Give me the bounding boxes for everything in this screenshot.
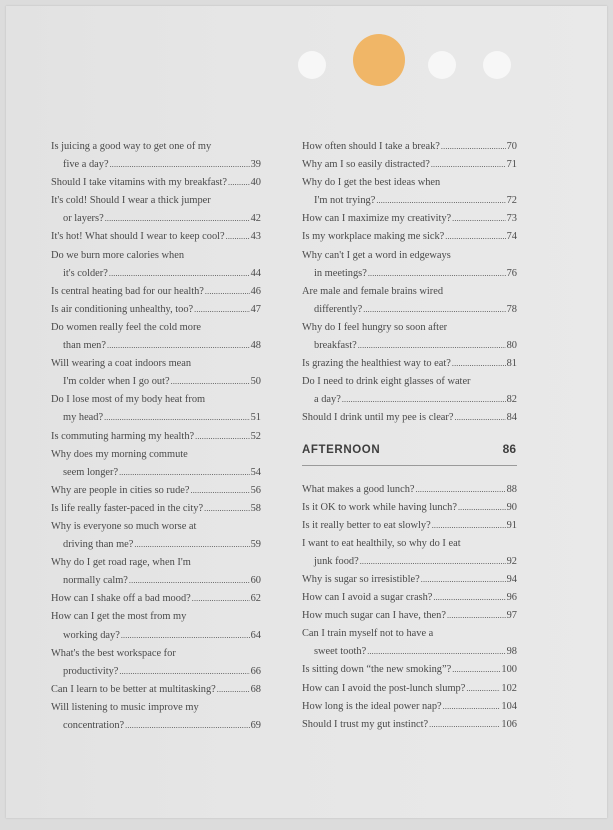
entry-page-number: 64 xyxy=(250,629,261,641)
entry-page-number: 90 xyxy=(506,501,517,513)
contents-entry[interactable] xyxy=(302,716,517,734)
entry-title-line: How can I avoid a sugar crash? xyxy=(302,592,433,604)
entry-page-number: 104 xyxy=(501,700,517,712)
contents-column-left xyxy=(51,138,261,735)
dot-leader xyxy=(445,228,505,246)
entry-title-line: Should I take vitamins with my breakfast? xyxy=(51,177,228,189)
entry-title-line: How can I shake off a bad mood? xyxy=(51,593,191,605)
dot-leader xyxy=(458,499,506,517)
dot-leader xyxy=(107,337,250,355)
entry-page-number: 76 xyxy=(506,267,517,279)
entry-title-line: It's cold! Should I wear a thick jumper xyxy=(51,195,211,207)
entry-page-number: 106 xyxy=(501,718,517,730)
contents-entry[interactable] xyxy=(51,319,261,355)
dot-leader xyxy=(432,517,506,535)
contents-entry[interactable] xyxy=(302,607,517,625)
contents-entry[interactable] xyxy=(302,499,517,517)
nav-dot-3[interactable] xyxy=(428,51,456,79)
contents-entry[interactable] xyxy=(51,482,261,500)
entry-title-line: Why can't I get a word in edgeways xyxy=(302,249,451,261)
entry-title-line: Why are people in cities so rude? xyxy=(51,484,190,496)
entry-title-line: breakfast? xyxy=(314,340,357,352)
entry-title-line: concentration? xyxy=(63,720,125,731)
dot-leader xyxy=(129,572,250,590)
entry-page-number: 73 xyxy=(506,213,517,225)
dot-leader xyxy=(228,174,250,192)
entry-title-line: normally calm? xyxy=(63,575,128,587)
nav-dot-2[interactable] xyxy=(353,34,405,86)
entry-title-line: Do women really feel the cold more xyxy=(51,321,202,333)
entry-page-number: 100 xyxy=(501,664,517,676)
section-heading xyxy=(302,428,517,466)
entry-title-line: I want to eat healthily, so why do I eat xyxy=(302,537,461,549)
dot-leader xyxy=(204,500,249,518)
contents-entry[interactable] xyxy=(302,247,517,283)
entry-page-number: 84 xyxy=(506,412,517,424)
entry-page-number: 97 xyxy=(506,610,517,622)
entry-title-line: Are male and female brains wired xyxy=(302,285,444,297)
dot-leader xyxy=(363,301,505,319)
entry-title-line: Will wearing a coat indoors mean xyxy=(51,358,192,370)
entry-title-line: Should I trust my gut instinct? xyxy=(302,718,429,730)
contents-entry[interactable] xyxy=(302,661,517,679)
dot-leader xyxy=(368,265,506,283)
contents-entry[interactable] xyxy=(302,138,517,156)
entry-page-number: 68 xyxy=(250,683,261,695)
contents-entry[interactable] xyxy=(51,301,261,319)
entry-title-line: How often should I take a break? xyxy=(302,141,440,152)
section-title: AFTERNOON xyxy=(302,443,381,456)
entry-title-line: How can I avoid the post-lunch slump? xyxy=(302,682,466,694)
entry-title-line: Is sitting down “the new smoking”? xyxy=(302,664,452,676)
entry-title-line: driving than me? xyxy=(63,539,134,551)
dot-leader xyxy=(431,156,506,174)
dot-leader xyxy=(433,589,505,607)
entry-title-line: Do I lose most of my body heat from xyxy=(51,394,206,406)
entry-title-line: it's colder? xyxy=(63,267,108,279)
entry-page-number: 71 xyxy=(506,159,517,171)
contents-entry[interactable] xyxy=(51,699,261,735)
entry-title-line: Why do I get the best ideas when xyxy=(302,177,441,189)
dot-leader xyxy=(443,698,501,716)
dot-leader xyxy=(110,156,250,174)
contents-entry[interactable] xyxy=(302,373,517,409)
entry-page-number: 62 xyxy=(250,593,261,605)
entry-page-number: 78 xyxy=(506,303,517,315)
dot-leader xyxy=(447,607,506,625)
entry-page-number: 52 xyxy=(250,430,261,442)
entry-title-line: Is it really better to eat slowly? xyxy=(302,519,431,531)
entry-title-line: in meetings? xyxy=(314,267,367,279)
nav-dot-1[interactable] xyxy=(298,51,326,79)
entry-title-line: Can I learn to be better at multitasking? xyxy=(51,683,216,695)
contents-entry[interactable] xyxy=(51,590,261,608)
entry-title-line: Is commuting harming my health? xyxy=(51,430,195,442)
contents-entry[interactable] xyxy=(51,391,261,427)
dot-leader xyxy=(421,571,506,589)
entry-title-line: Is central heating bad for our health? xyxy=(51,285,204,297)
dot-leader xyxy=(194,301,249,319)
entry-page-number: 102 xyxy=(501,682,517,694)
entry-page-number: 94 xyxy=(506,573,517,585)
entry-title-line: Why do I get road rage, when I'm xyxy=(51,557,191,569)
dot-leader xyxy=(119,663,249,681)
dot-leader xyxy=(119,464,250,482)
entry-page-number: 80 xyxy=(506,340,517,352)
contents-entry[interactable] xyxy=(51,174,261,192)
dot-leader xyxy=(376,192,505,210)
dot-leader xyxy=(452,355,506,373)
entry-title-line: Is air conditioning unhealthy, too? xyxy=(51,303,194,315)
contents-entry[interactable] xyxy=(302,481,517,499)
dot-leader xyxy=(358,337,506,355)
dot-leader xyxy=(452,210,505,228)
entry-title-line: What's the best workspace for xyxy=(51,647,176,659)
dot-leader xyxy=(416,481,506,499)
entry-page-number: 60 xyxy=(250,575,261,587)
entry-title-line: Do I need to drink eight glasses of water xyxy=(302,376,471,388)
dot-leader xyxy=(192,590,250,608)
entry-page-number: 54 xyxy=(250,466,261,478)
dot-leader xyxy=(104,409,250,427)
dot-leader xyxy=(217,681,250,699)
entry-page-number: 88 xyxy=(506,483,517,495)
contents-entry[interactable] xyxy=(302,156,517,174)
entry-title-line: than men? xyxy=(63,340,106,352)
entry-title-line: Why am I so easily distracted? xyxy=(302,159,430,171)
entry-title-line: Can I train myself not to have a xyxy=(302,628,434,640)
dot-leader xyxy=(134,536,249,554)
entry-title-line: Why is everyone so much worse at xyxy=(51,520,197,532)
dot-leader xyxy=(452,661,500,679)
contents-entry[interactable] xyxy=(51,554,261,590)
contents-entry[interactable] xyxy=(302,319,517,355)
entry-page-number: 40 xyxy=(250,177,261,189)
dot-leader xyxy=(367,643,505,661)
entry-title-line: It's hot! What should I wear to keep cool? xyxy=(51,231,225,243)
entry-title-line: I'm not trying? xyxy=(314,195,376,207)
dot-leader xyxy=(105,210,250,228)
entry-title-line: Why do I feel hungry so soon after xyxy=(302,321,448,333)
entry-title-line: How much sugar can I have, then? xyxy=(302,610,446,622)
contents-entry[interactable] xyxy=(51,428,261,446)
contents-column-right xyxy=(302,138,517,734)
entry-title-line: productivity? xyxy=(63,665,119,677)
dot-leader xyxy=(441,138,506,156)
contents-entry[interactable] xyxy=(51,247,261,283)
entry-title-line: working day? xyxy=(63,629,120,641)
entry-page-number: 47 xyxy=(250,303,261,315)
entry-title-line: a day? xyxy=(314,394,341,406)
contents-entry[interactable] xyxy=(302,228,517,246)
entry-title-line: differently? xyxy=(314,303,363,315)
entry-title-line: Is juicing a good way to get one of my xyxy=(51,141,212,152)
contents-entry[interactable] xyxy=(51,446,261,482)
entry-page-number: 42 xyxy=(250,213,261,225)
entry-title-line: How can I maximize my creativity? xyxy=(302,213,452,225)
dot-leader xyxy=(205,283,250,301)
contents-entry[interactable] xyxy=(302,589,517,607)
entry-title-line: my head? xyxy=(63,412,104,424)
entry-title-line: Is it OK to work while having lunch? xyxy=(302,501,457,513)
entry-page-number: 72 xyxy=(506,195,517,207)
dot-leader xyxy=(125,717,249,735)
contents-entry[interactable] xyxy=(51,681,261,699)
entry-title-line: seem longer? xyxy=(63,466,119,478)
entry-page-number: 98 xyxy=(506,646,517,658)
entry-title-line: Why is sugar so irresistible? xyxy=(302,573,420,585)
entry-page-number: 51 xyxy=(250,412,261,424)
entry-page-number: 43 xyxy=(250,231,261,243)
entry-page-number: 82 xyxy=(506,394,517,406)
dot-leader xyxy=(195,428,249,446)
entry-page-number: 70 xyxy=(506,141,517,152)
entry-title-line: Is grazing the healthiest way to eat? xyxy=(302,358,451,370)
dot-leader xyxy=(455,409,506,427)
contents-entry[interactable] xyxy=(51,500,261,518)
contents-entry[interactable] xyxy=(302,698,517,716)
entry-page-number: 74 xyxy=(506,231,517,243)
entry-page-number: 39 xyxy=(250,159,261,171)
contents-entry[interactable] xyxy=(51,228,261,246)
entry-title-line: Is my workplace making me sick? xyxy=(302,231,445,243)
contents-entry[interactable] xyxy=(51,138,261,174)
nav-dot-4[interactable] xyxy=(483,51,511,79)
entry-title-line: junk food? xyxy=(314,555,359,567)
contents-page xyxy=(6,6,607,818)
contents-entry[interactable] xyxy=(302,517,517,535)
entry-page-number: 69 xyxy=(250,720,261,731)
entry-page-number: 58 xyxy=(250,502,261,514)
contents-entry[interactable] xyxy=(51,283,261,301)
dot-leader xyxy=(171,373,250,391)
entry-page-number: 81 xyxy=(506,358,517,370)
dot-leader xyxy=(429,716,500,734)
contents-entry[interactable] xyxy=(51,608,261,644)
entry-page-number: 44 xyxy=(250,267,261,279)
entry-page-number: 50 xyxy=(250,376,261,388)
dot-leader xyxy=(191,482,250,500)
contents-entry[interactable] xyxy=(302,535,517,571)
entry-page-number: 46 xyxy=(250,285,261,297)
entry-page-number: 48 xyxy=(250,340,261,352)
contents-entry[interactable] xyxy=(302,283,517,319)
dot-leader xyxy=(121,627,250,645)
contents-entry[interactable] xyxy=(51,355,261,391)
dot-leader xyxy=(226,228,250,246)
entry-title-line: How can I get the most from my xyxy=(51,611,187,623)
entry-title-line: or layers? xyxy=(63,213,104,225)
entry-title-line: Should I drink until my pee is clear? xyxy=(302,412,454,424)
contents-entry[interactable] xyxy=(302,625,517,661)
entry-page-number: 56 xyxy=(250,484,261,496)
contents-entry[interactable] xyxy=(51,518,261,554)
entry-page-number: 59 xyxy=(250,539,261,551)
section-page-number: 86 xyxy=(502,441,516,456)
dot-leader xyxy=(466,680,500,698)
entry-page-number: 96 xyxy=(506,592,517,604)
entry-page-number: 66 xyxy=(250,665,261,677)
entry-page-number: 92 xyxy=(506,555,517,567)
entry-title-line: five a day? xyxy=(63,159,109,171)
entry-title-line: Will listening to music improve my xyxy=(51,701,199,713)
dot-leader xyxy=(342,391,506,409)
dot-leader xyxy=(109,265,250,283)
entry-title-line: I'm colder when I go out? xyxy=(63,376,170,388)
contents-entry[interactable] xyxy=(51,645,261,681)
contents-entry[interactable] xyxy=(302,680,517,698)
contents-entry[interactable] xyxy=(302,355,517,373)
entry-page-number: 91 xyxy=(506,519,517,531)
entry-title-line: What makes a good lunch? xyxy=(302,483,415,495)
contents-entry[interactable] xyxy=(51,192,261,228)
contents-entry[interactable] xyxy=(302,174,517,210)
contents-entry[interactable] xyxy=(302,409,517,427)
entry-title-line: How long is the ideal power nap? xyxy=(302,700,442,712)
contents-entry[interactable] xyxy=(302,571,517,589)
entry-title-line: Is life really faster-paced in the city? xyxy=(51,502,204,514)
entry-title-line: sweet tooth? xyxy=(314,646,367,658)
entry-title-line: Do we burn more calories when xyxy=(51,249,185,261)
dot-leader xyxy=(360,553,506,571)
entry-title-line: Why does my morning commute xyxy=(51,448,188,460)
contents-entry[interactable] xyxy=(302,210,517,228)
